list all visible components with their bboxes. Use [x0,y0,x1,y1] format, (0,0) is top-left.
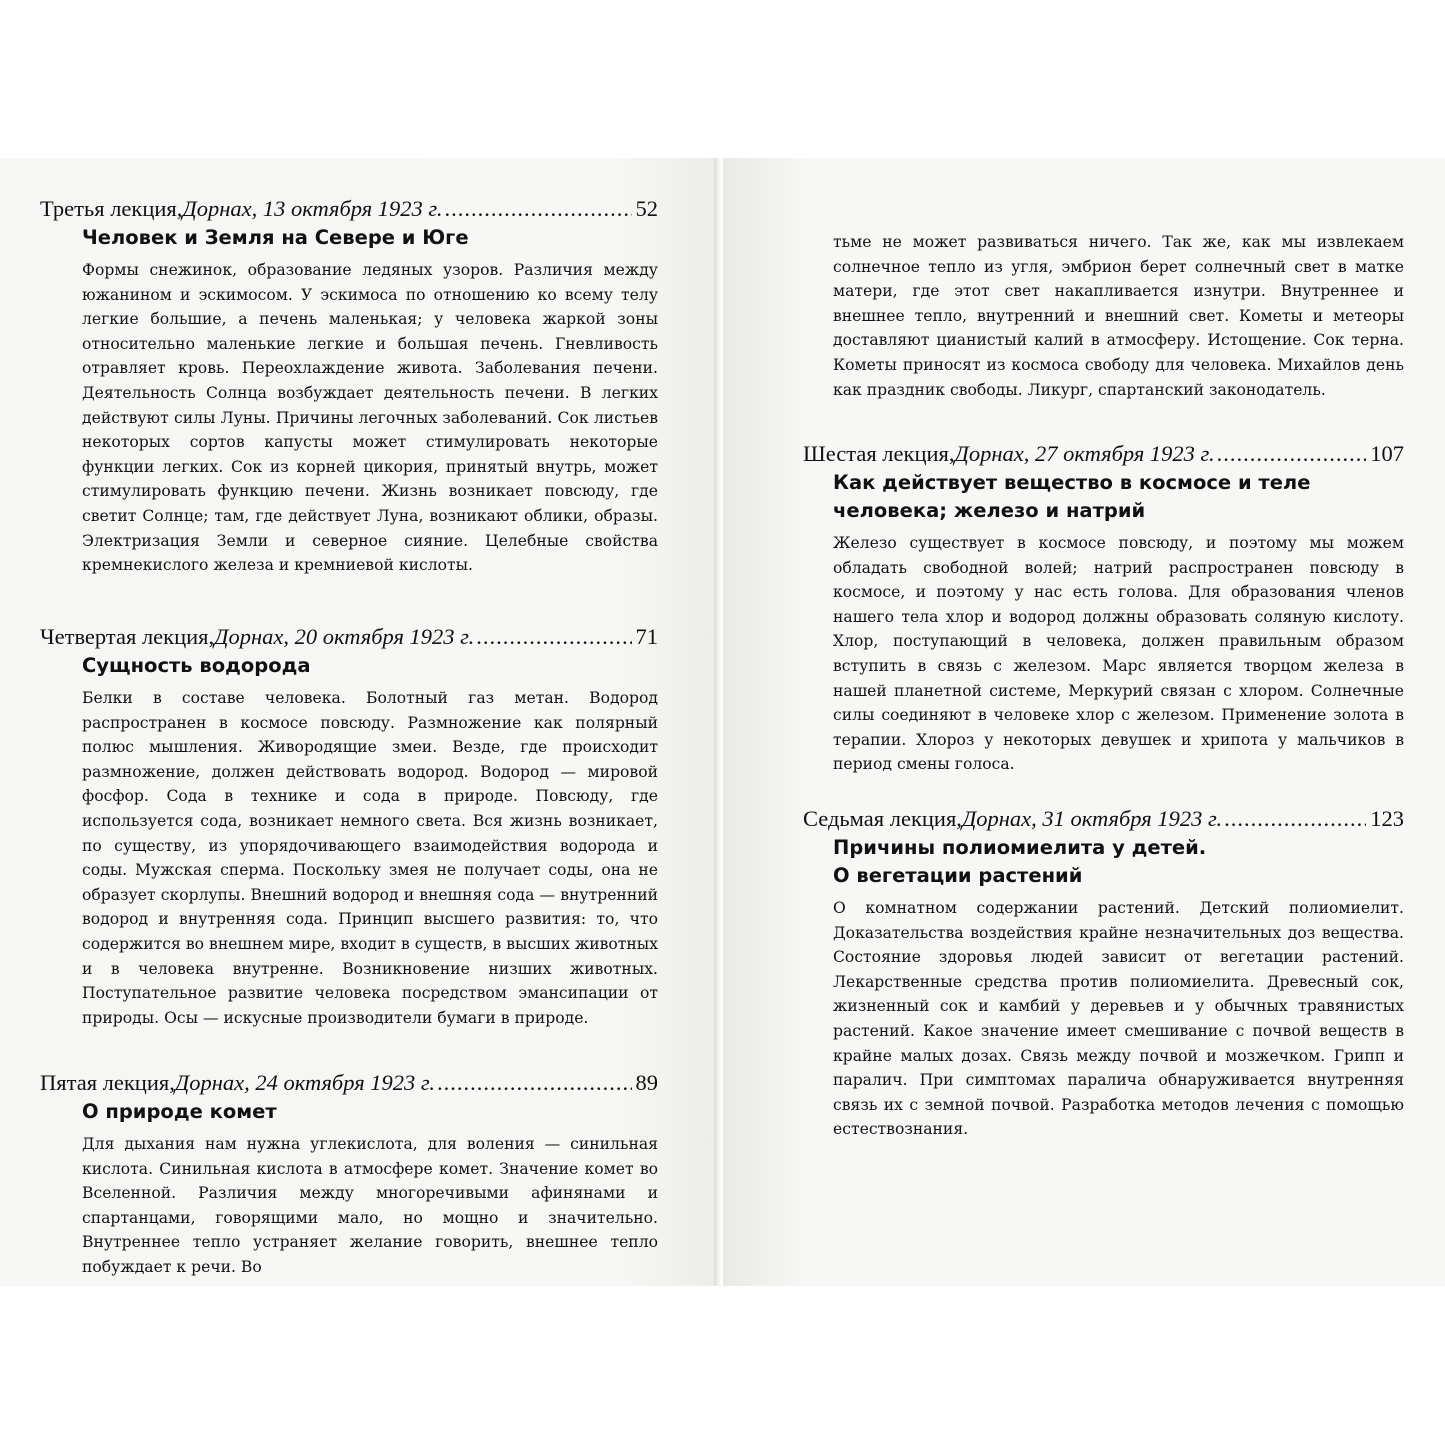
entry-label: Шестая лекция, [803,441,955,466]
entry-date: Дорнах, 31 октября 1923 г. [961,806,1223,831]
entry-label: Пятая лекция, [40,1070,175,1095]
page-number: 123 [1370,806,1404,831]
page-number: 89 [635,1070,658,1095]
toc-entry-lecture-4 [40,622,658,1030]
entry-summary: Формы снежинок, образование ледяных узоров. Различия между южанином и эскимосом. У эскимоса по отношению ко всему телу легкие большие, а печень маленькая; у человека жаркой зоны относительно маленькие легкие и большая печень. Гневливость отравляет кровь. Переохлаждение живота. Заболевания печени. Деятельность Солнца возбуждает деятельность печени. В легких действуют силы Луны. Причины легочных заболеваний. Сок листьев некоторых сортов капусты может стимулировать некоторые функции легких. Сок из корней цикория, принятый внутрь, может стимулировать функцию печени. Жизнь возникает повсюду, где светит Солнце; там, где действует Луна, возникают облики, образы. Электризация Земли и северное сияние. Целебные свойства кремнекислого железа и кремниевой кислоты. [82,261,658,575]
entry-summary: Белки в составе человека. Болотный газ метан. Водород распространен в космосе повсюду. Размножение как полярный полюс мышления. Живородящие змеи. Везде, где происходит размножение, должен действовать водород. Водород — мировой фосфор. Сода в технике и сода в природе. Повсюду, где используется сода, возникает немного света. Вся жизнь возникает, по существу, из упорядочивающего взаимодействия водорода и соды. Мужская сперма. Поскольку змея не получает соды, она не образует скорлупы. Внешний водород и внешняя сода — внутренний водород и внутренняя сода. Принцип высшего развития: то, что содержится во внешнем мире, входит в существ, в высших животных и в человека внутренне. Возникновение низших животных. Поступательное развитие человека посредством эмансипации от природы. Осы — искусные производители бумаги в природе. [82,689,658,1027]
entry-title: О природе комет [82,1100,277,1123]
entry-title-line-2: О вегетации растений [833,864,1083,887]
toc-entry-lecture-3 [40,194,658,578]
entry-label: Третья лекция, [40,196,183,221]
entry-date: Дорнах, 20 октября 1923 г. [214,624,475,649]
entry-summary: О комнатном содержании растений. Детский полиомиелит. Доказательства воздействия крайне незначительных доз вещества. Состояние здоровья людей зависит от вегетации растений. Лекарственные средства против полиомиелита. Древесный сок, жизненный сок и камбий у деревьев и у обычных травянистых растений. Какое значение имеет смешивание с почвой веществ в крайне малых дозах. Связь между почвой и мозжечком. Грипп и паралич. При симптомах паралича обнаруживается внутренняя связь их с земной почвой. Разработка методов лечения с помощью естествознания. [833,899,1404,1139]
continued-summary [803,230,1404,402]
entry-heading [803,804,1404,834]
dot-leader [445,194,632,224]
toc-entry-lecture-5 [40,1068,658,1280]
entry-label: Седьмая лекция, [803,806,962,831]
entry-title-line-1: Причины полиомиелита у детей. [833,836,1207,859]
entry-date: Дорнах, 24 октября 1923 г. [174,1070,436,1095]
entry-heading [40,1068,658,1098]
entry-title: Сущность водорода [82,654,311,677]
dot-leader [437,1068,631,1098]
entry-title: Человек и Земля на Севере и Юге [82,226,469,249]
dot-leader [1224,804,1366,834]
entry-date: Дорнах, 27 октября 1923 г. [954,441,1215,466]
entry-label: Четвертая лекция, [40,624,215,649]
right-page [723,158,1445,1286]
entry-heading [40,194,658,224]
page-number: 52 [635,196,658,221]
page-number: 107 [1370,441,1404,466]
entry-summary-continuation: тьме не может развиваться ничего. Так же, как мы извлекаем солнечное тепло из угля, эмбрион берет солнечный свет в матке матери, где этот свет накапливается изнутри. Внутреннее и внешнее тепло, внутренний и внешний свет. Кометы и метеоры доставляют цианистый калий в атмосферу. Истощение. Сок терна. Кометы приносят из космоса свободу для человека. Михайлов день как праздник свободы. Ликург, спартанский законодатель. [833,233,1404,399]
entry-summary: Железо существует в космосе повсюду, и поэтому мы можем обладать свободной волей; натрий распространен повсюду в космосе, и поэтому у нас есть голова. Для образования членов нашего тела хлор и водород должны образовать соляную кислоту. Хлор, поступающий в человека, должен правильным образом вступить в связь с железом. Марс является творцом железа в нашей планетной системе, Меркурий связан с хлором. Солнечные силы соединяют в человеке хлор с железом. Применение золота в терапии. Хлороз у некоторых девушек и хрипота у мальчиков в период смены голоса. [833,534,1404,774]
dot-leader [476,622,631,652]
toc-entry-lecture-6 [803,439,1404,777]
page-number: 71 [635,624,658,649]
entry-heading [40,622,658,652]
dot-leader [1217,439,1367,469]
toc-entry-lecture-7 [803,804,1404,1142]
entry-title: Как действует вещество в космосе и теле человека; железо и натрий [833,471,1311,522]
left-page [0,158,719,1286]
entry-heading [803,439,1404,469]
entry-date: Дорнах, 13 октября 1923 г. [182,196,443,221]
open-book [0,158,1445,1286]
entry-summary: Для дыхания нам нужна углекислота, для воления — синильная кислота. Синильная кислота в атмосфере комет. Значение комет во Вселенной. Различия между многоречивыми афинянами и спартанцами, говорящими мало, но мощно и значительно. Внутреннее тепло устраняет желание говорить, внешнее тепло побуждает к речи. Во [82,1135,658,1276]
